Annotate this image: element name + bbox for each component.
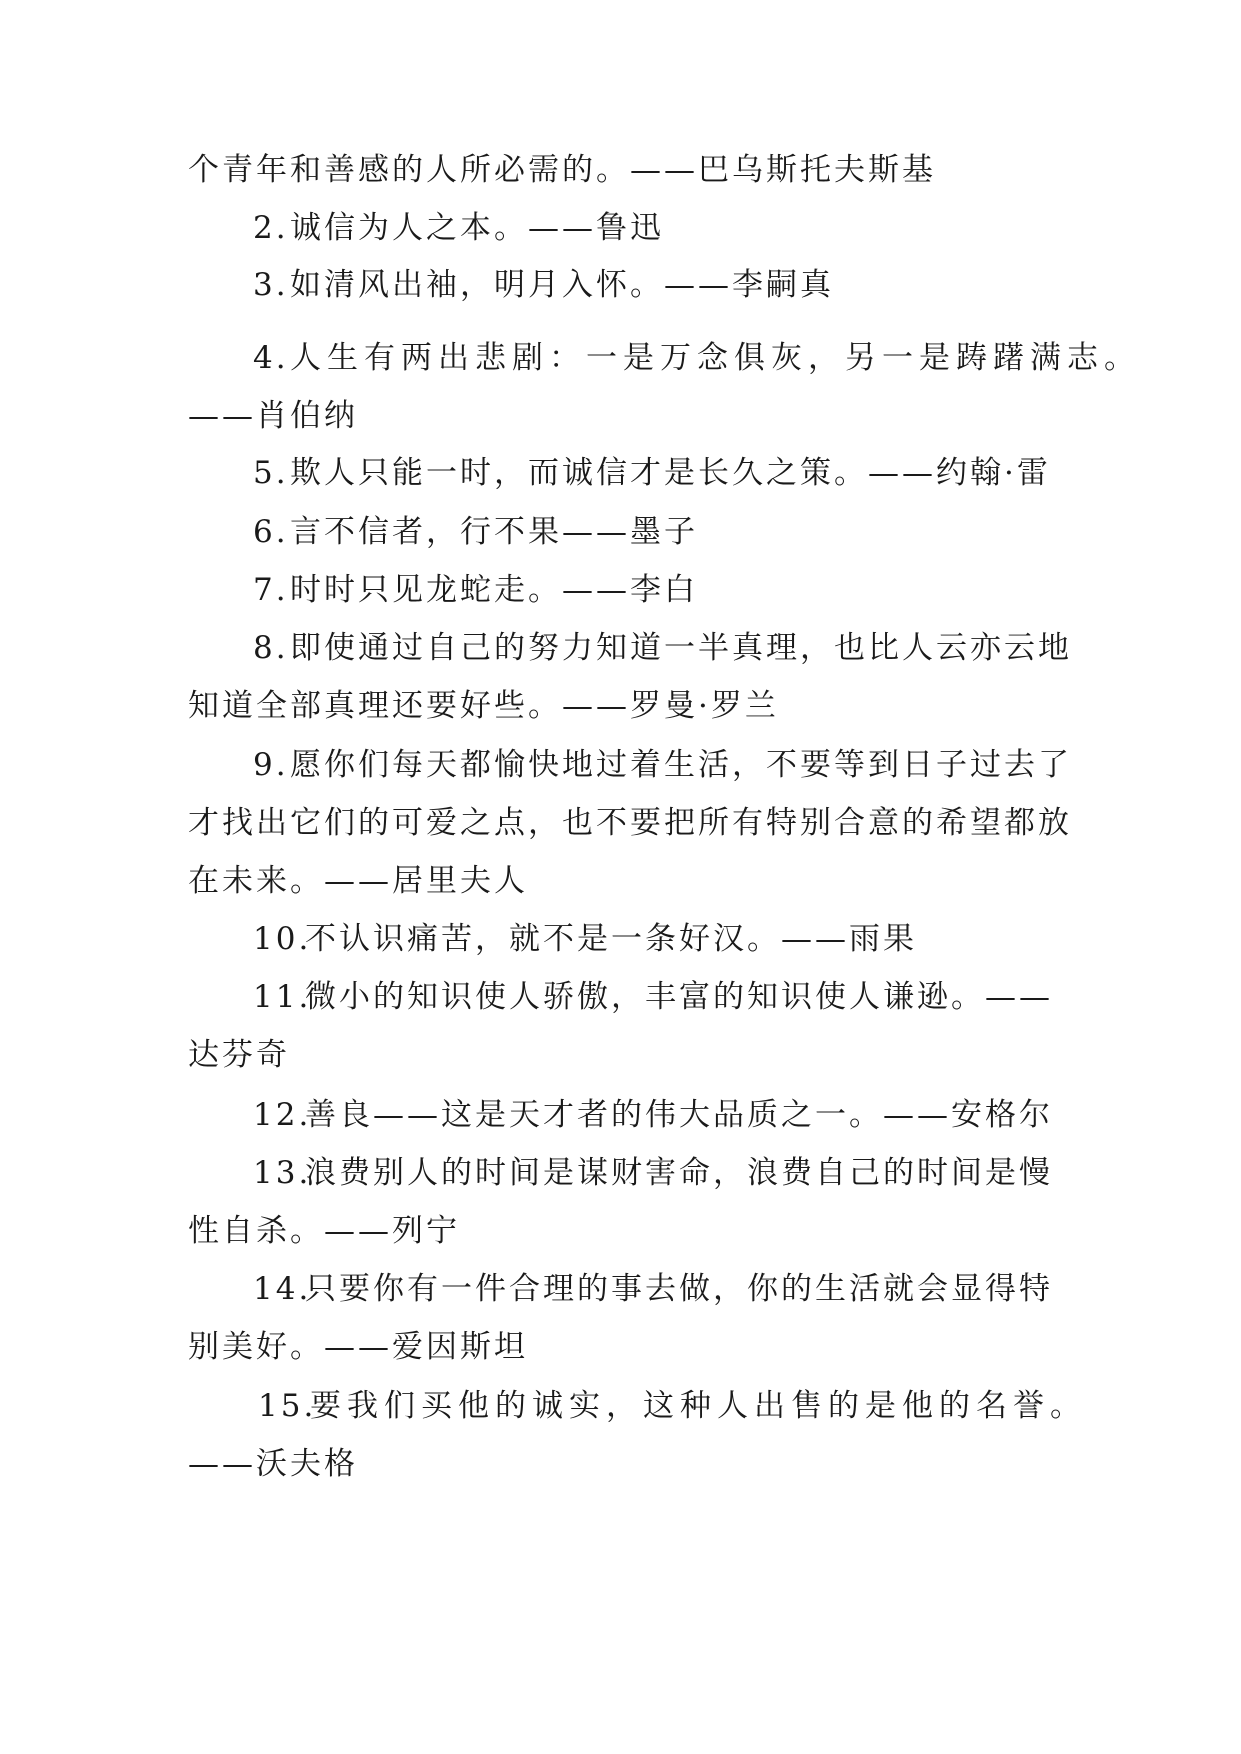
quote-5-number: 5. xyxy=(253,455,289,491)
quote-15-line-1: 要我们买他的诚实，这种人出售的是他的名誉。 xyxy=(310,1388,1087,1424)
quote-14-line-1: 只要你有一件合理的事去做，你的生活就会显得特 xyxy=(305,1271,1053,1307)
quote-10-line-1: 不认识痛苦，就不是一条好汉。——雨果 xyxy=(305,921,917,957)
quote-15-number: 15. xyxy=(258,1388,317,1424)
quote-4-line-2: ——肖伯纳 xyxy=(188,398,358,434)
quote-9-line-1: 愿你们每天都愉快地过着生活，不要等到日子过去了 xyxy=(290,747,1072,783)
quote-14-number: 14. xyxy=(253,1271,312,1307)
quote-8-number: 8. xyxy=(253,630,289,666)
quote-6-line-1: 言不信者，行不果——墨子 xyxy=(290,514,698,550)
quote-14-line-2: 别美好。——爱因斯坦 xyxy=(188,1329,528,1365)
quote-13-line-1: 浪费别人的时间是谋财害命，浪费自己的时间是慢 xyxy=(305,1155,1053,1191)
quote-11-number: 11. xyxy=(253,979,312,1015)
quote-13-number: 13. xyxy=(253,1155,312,1191)
quote-11-line-2: 达芬奇 xyxy=(188,1037,290,1073)
quote-5-line-1: 欺人只能一时，而诚信才是长久之策。——约翰·雷 xyxy=(290,455,1051,491)
quote-3-number: 3. xyxy=(253,267,289,303)
quote-10-number: 10. xyxy=(253,921,312,957)
quote-9-line-2: 才找出它们的可爱之点，也不要把所有特别合意的希望都放 xyxy=(188,805,1072,841)
quote-2-line-1: 诚信为人之本。——鲁迅 xyxy=(290,210,664,246)
quote-7-line-1: 时时只见龙蛇走。——李白 xyxy=(290,572,698,608)
quote-8-line-1: 即使通过自己的努力知道一半真理，也比人云亦云地 xyxy=(290,630,1072,666)
quote-6-number: 6. xyxy=(253,514,289,550)
quote-7-number: 7. xyxy=(253,572,289,608)
quote-9-number: 9. xyxy=(253,747,289,783)
quote-4-number: 4. xyxy=(253,340,289,376)
quote-4-line-1: 人生有两出悲剧：一是万念俱灰，另一是踌躇满志。 xyxy=(290,340,1141,376)
quote-2-number: 2. xyxy=(253,210,289,246)
quote-3-line-1: 如清风出袖，明月入怀。——李嗣真 xyxy=(290,267,834,303)
quote-9-line-3: 在未来。——居里夫人 xyxy=(188,863,528,899)
quote-11-line-1: 微小的知识使人骄傲，丰富的知识使人谦逊。—— xyxy=(305,979,1053,1015)
quote-15-line-2: ——沃夫格 xyxy=(188,1446,358,1482)
quote-1-line-1: 个青年和善感的人所必需的。——巴乌斯托夫斯基 xyxy=(188,152,936,188)
quote-8-line-2: 知道全部真理还要好些。——罗曼·罗兰 xyxy=(188,688,779,724)
quote-12-line-1: 善良——这是天才者的伟大品质之一。——安格尔 xyxy=(305,1097,1053,1133)
quote-13-line-2: 性自杀。——列宁 xyxy=(188,1213,460,1249)
quote-12-number: 12. xyxy=(253,1097,312,1133)
